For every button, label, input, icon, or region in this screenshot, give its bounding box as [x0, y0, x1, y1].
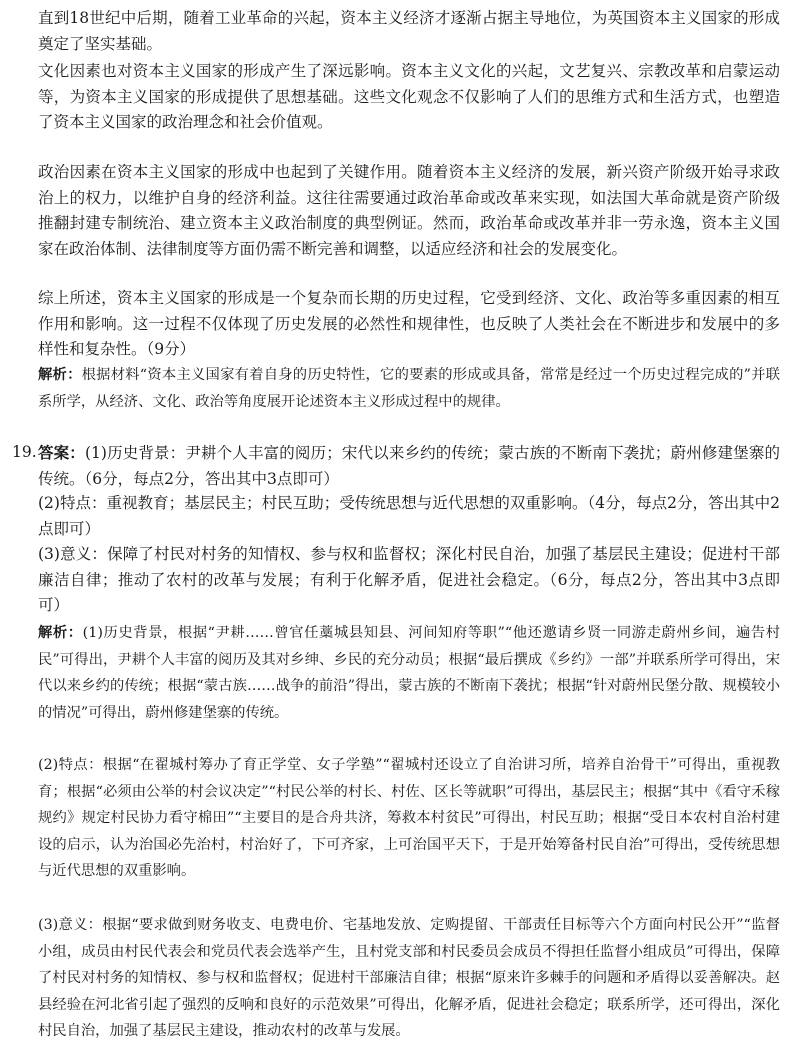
analysis-19-part-3: (3)意义：根据“要求做到财务收支、电费电价、宅基地发放、定购提留、干部责任目标等六个方面向村民公开”“监督小组，成员由村民代表会和党员代表会选举产生，且村党支部和村民委员会成员不得担任监督小组成员”可得出，保障了村民对村务的知情权、参与权和监督权；促进村干部廉洁自律；根据“原来许多棘手的问题和矛盾得以妥善解决。赵县经验在河北省引起了强烈的反响和良好的示范效果”可得出，化解矛盾，促进社会稳定；联系所学，还可得出，深化村民自治，加强了基层民主建设，推动农村的改革与发展。: [38, 917, 780, 1039]
analysis-18: [38, 362, 780, 415]
answer-label: 答案：: [38, 443, 85, 462]
paragraph-culture: 文化因素也对资本主义国家的形成产生了深远影响。资本主义文化的兴起，文艺复兴、宗教改革和启蒙运动等，为资本主义国家的形成提供了思想基础。这些文化观念不仅影响了人们的思维方式和生活方式，也塑造了资本主义国家的政治理念和社会价值观。: [38, 62, 780, 131]
question-19-number: 19.: [12, 443, 37, 461]
analysis-19-part-2: (2)特点：根据“在翟城村筹办了育正学堂、女子学塾”“翟城村还设立了自治讲习所，培养自治骨干”可得出，重视教育；根据“必须由公举的村会议决定”“村民公举的村长、村佐、区长等就职”可得出，基层民主；根据“其中《看守禾稼规约》规定村民协力看守棉田”“主要目的是合舟共济，筹救本村贫民”可得出，村民互助；根据“受日本农村自治村建设的启示，认为治国必先治村，村治好了，下可齐家，上可治国平天下，于是开始筹备村民自治”可得出，受传统思想与近代思想的双重影响。: [38, 757, 780, 879]
paragraph-summary: 综上所述，资本主义国家的形成是一个复杂而长期的历史过程，它受到经济、文化、政治等多重因素的相互作用和影响。这一过程不仅体现了历史发展的必然性和规律性，也反映了人类社会在不断进步和发展中的多样性和复杂性。（9分）: [38, 289, 780, 358]
answer-19-part-1: [38, 440, 780, 492]
paragraph-economy-end: 直到18世纪中后期，随着工业革命的兴起，资本主义经济才逐渐占据主导地位，为英国资本主义国家的形成奠定了坚实基础。: [38, 9, 780, 53]
analysis-19-part-1: [38, 620, 780, 726]
answer-19-part-3: (3)意义：保障了村民对村务的知情权、参与权和监督权；深化村民自治，加强了基层民主建设；促进村干部廉洁自律；推动了农村的改革与发展；有利于化解矛盾，促进社会稳定。（6分，每点2分，答出其中3点即可）: [38, 545, 780, 614]
paragraph-politics: 政治因素在资本主义国家的形成中也起到了关键作用。随着资本主义经济的发展，新兴资产阶级开始寻求政治上的权力，以维护自身的经济利益。这往往需要通过政治革命或改革来实现，如法国大革命就是资产阶级推翻封建专制统治、建立资本主义政治制度的典型例证。然而，政治革命或改革并非一劳永逸，资本主义国家在政治体制、法律制度等方面仍需不断完善和调整，以适应经济和社会的发展变化。: [38, 163, 780, 258]
analysis-18-text: 根据材料“资本主义国家有着自身的历史特性，它的要素的形成或具备，常常是经过一个历史过程完成的”并联系所学，从经济、文化、政治等角度展开论述资本主义形成过程中的规律。: [38, 367, 781, 410]
analysis-label: 解析：: [38, 367, 82, 383]
analysis-label-19: 解析：: [38, 625, 83, 641]
analysis-19-part-1-text: (1)历史背景，根据“尹耕……曾官任藁城县知县、河间知府等职”“他还邀请乡贤一同游走蔚州乡间，遍告村民”可得出，尹耕个人丰富的阅历及其对乡绅、乡民的充分动员；根据“最后撰成《乡约》一部”并联系所学可得出，宋代以来乡约的传统；根据“蒙古族……战争的前沿”得出，蒙古族的不断南下袭扰；根据“针对蔚州民堡分散、规模较小的情况”可得出，蔚州修建堡寨的传统。: [38, 625, 781, 721]
answer-19-part-2: (2)特点：重视教育；基层民主；村民互助；受传统思想与近代思想的双重影响。（4分，每点2分，答出其中2点即可）: [38, 494, 780, 538]
answer-19-part-1-text: (1)历史背景：尹耕个人丰富的阅历；宋代以来乡约的传统；蒙古族的不断南下袭扰；蔚州修建堡寨的传统。（6分，每点2分，答出其中3点即可）: [38, 444, 780, 488]
